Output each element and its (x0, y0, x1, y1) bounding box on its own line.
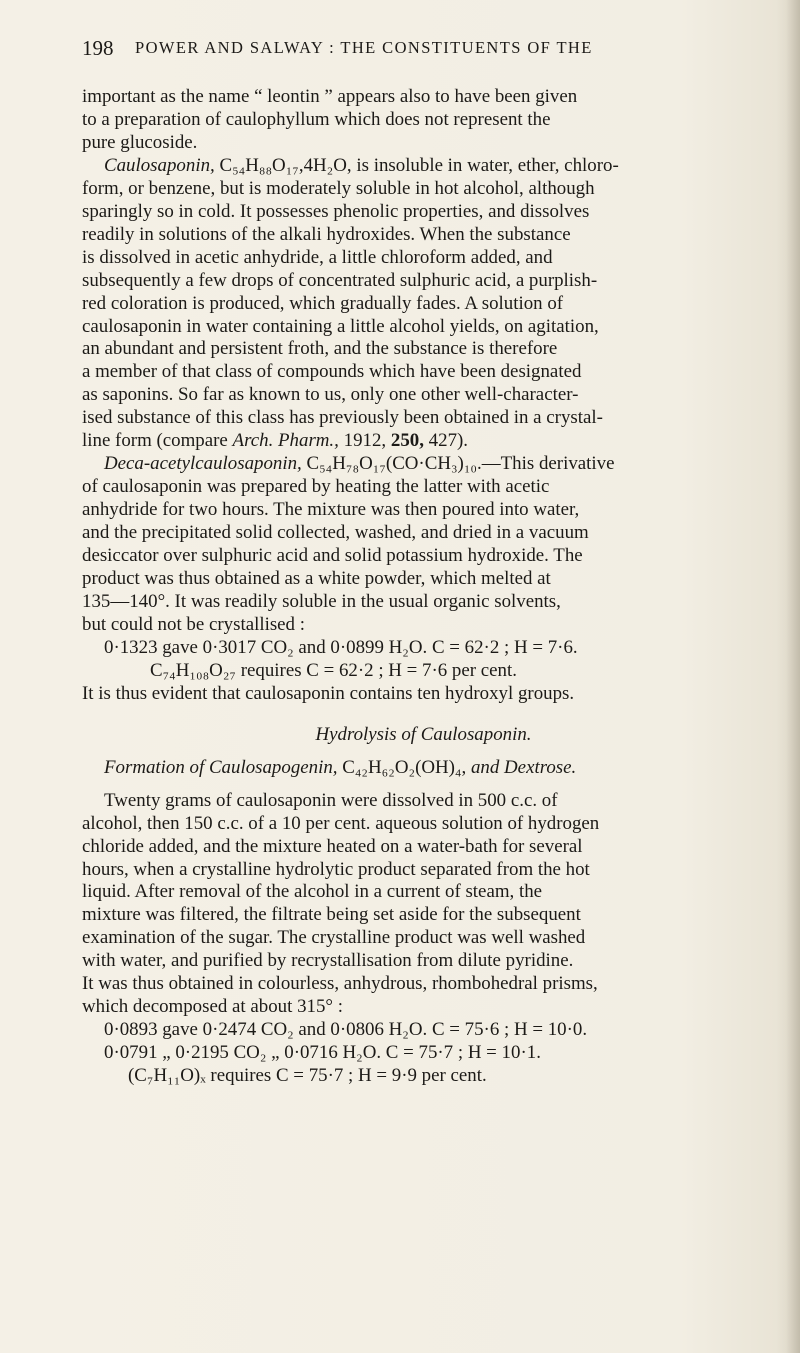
text-line (82, 430, 765, 453)
text-line: 135—140°. It was readily soluble in the usual organic solvents, (82, 590, 561, 612)
text-line: chloride added, and the mixture heated on a water-bath for several (82, 835, 583, 857)
subsection-formula: C₄₂H₆₂O₂(OH)₄, (342, 756, 467, 778)
page-number: 198 (82, 36, 114, 60)
analysis-result-line: 0·0791 „ 0·2195 CO₂ „ 0·0716 H₂O. C = 75·7 ; H = 10·1. (104, 1042, 541, 1064)
text-line: liquid. After removal of the alcohol in a current of steam, the (82, 881, 543, 903)
text-line: but could not be crystallised : (82, 613, 305, 635)
subsection-title-end: and Dextrose. (470, 756, 577, 778)
analysis-requirement-line: C₇₄H₁₀₈O₂₇ requires C = 62·2 ; H = 7·6 per cent. (150, 659, 517, 681)
text-line: mixture was filtered, the filtrate being set aside for the subsequent (82, 904, 581, 926)
paragraph-leontin (82, 86, 765, 155)
citation-page: 427). (428, 430, 469, 452)
text-line: examination of the sugar. The crystalline product was well washed (82, 927, 586, 949)
text-fragment: —This derivative (481, 453, 615, 475)
text-line: caulosaponin in water containing a little alcohol yields, on agitation, (82, 315, 599, 337)
text-line: subsequently a few drops of concentrated sulphuric acid, a purplish- (82, 269, 598, 291)
text-line: anhydride for two hours. The mixture was then poured into water, (82, 499, 580, 521)
text-fragment: is insoluble in water, ether, chloro- (356, 154, 619, 176)
text-line: It was thus obtained in colourless, anhydrous, rhombohedral prisms, (82, 973, 598, 995)
text-line: a member of that class of compounds which have been designated (82, 361, 582, 383)
text-line: pure glucoside. (82, 131, 198, 153)
text-line: product was thus obtained as a white powder, which melted at (82, 568, 551, 590)
subsection-title: Formation of Caulosapogenin, (104, 756, 338, 778)
body-text (82, 86, 765, 1088)
text-line: desiccator over sulphuric acid and solid potassium hydroxide. The (82, 545, 583, 567)
text-line: red coloration is produced, which gradually fades. A solution of (82, 292, 564, 314)
text-line: hours, when a crystalline hydrolytic product separated from the hot (82, 858, 590, 880)
analysis-result-line: 0·1323 gave 0·3017 CO₂ and 0·0899 H₂O. C = 62·2 ; H = 7·6. (104, 636, 578, 658)
compound-name: Caulosaponin, (104, 154, 215, 176)
text-line: It is thus evident that caulosaponin contains ten hydroxyl groups. (82, 682, 575, 704)
text-line: of caulosaponin was prepared by heating the latter with acetic (82, 476, 550, 498)
text-line: is dissolved in acetic anhydride, a little chloroform added, and (82, 246, 553, 268)
text-line (104, 155, 765, 178)
compound-name: Deca-acetylcaulosaponin, (104, 453, 302, 475)
citation-year: 1912, (343, 430, 387, 452)
text-line: Twenty grams of caulosaponin were dissolved in 500 c.c. of (104, 789, 558, 811)
citation-volume: 250, (390, 430, 424, 452)
text-line: form, or benzene, but is moderately soluble in hot alcohol, although (82, 177, 595, 199)
page-header (82, 36, 762, 66)
running-head: POWER AND SALWAY : THE CONSTITUENTS OF THE (135, 38, 593, 57)
text-line: important as the name “ leontin ” appears also to have been given (82, 86, 578, 107)
text-line: sparingly so in cold. It possesses phenolic properties, and dissolves (82, 200, 590, 222)
page-edge-shadow (786, 0, 800, 1353)
text-line: which decomposed at about 315° : (82, 996, 343, 1018)
text-line: alcohol, then 150 c.c. of a 10 per cent. aqueous solution of hydrogen (82, 812, 600, 834)
text-line: an abundant and persistent froth, and the substance is therefore (82, 338, 558, 360)
analysis-requirement-line: (C₇H₁₁O)ₓ requires C = 75·7 ; H = 9·9 per cent. (128, 1065, 487, 1087)
journal-citation: Arch. Pharm., (232, 430, 339, 452)
text-line: as saponins. So far as known to us, only one other well-character- (82, 384, 579, 406)
text-line: to a preparation of caulophyllum which does not represent the (82, 108, 551, 130)
section-heading: Hydrolysis of Caulosaponin. (315, 723, 532, 745)
text-fragment: line form (compare (82, 430, 228, 452)
paragraph-hydrolysis (82, 790, 765, 1088)
paragraph-deca-acetyl (82, 453, 765, 705)
text-line (104, 453, 765, 476)
text-line: with water, and purified by recrystallisation from dilute pyridine. (82, 950, 574, 972)
subsection-heading (104, 757, 765, 780)
compound-formula: C₅₄H₇₈O₁₇(CO·CH₃)₁₀. (306, 453, 482, 475)
text-line: and the precipitated solid collected, washed, and dried in a vacuum (82, 522, 589, 544)
compound-formula: C₅₄H₈₈O₁₇,4H₂O, (219, 154, 352, 176)
analysis-result-line: 0·0893 gave 0·2474 CO₂ and 0·0806 H₂O. C = 75·6 ; H = 10·0. (104, 1019, 588, 1041)
paragraph-caulosaponin (82, 155, 765, 453)
text-line: ised substance of this class has previously been obtained in a crystal- (82, 407, 603, 429)
text-line: readily in solutions of the alkali hydroxides. When the substance (82, 223, 571, 245)
